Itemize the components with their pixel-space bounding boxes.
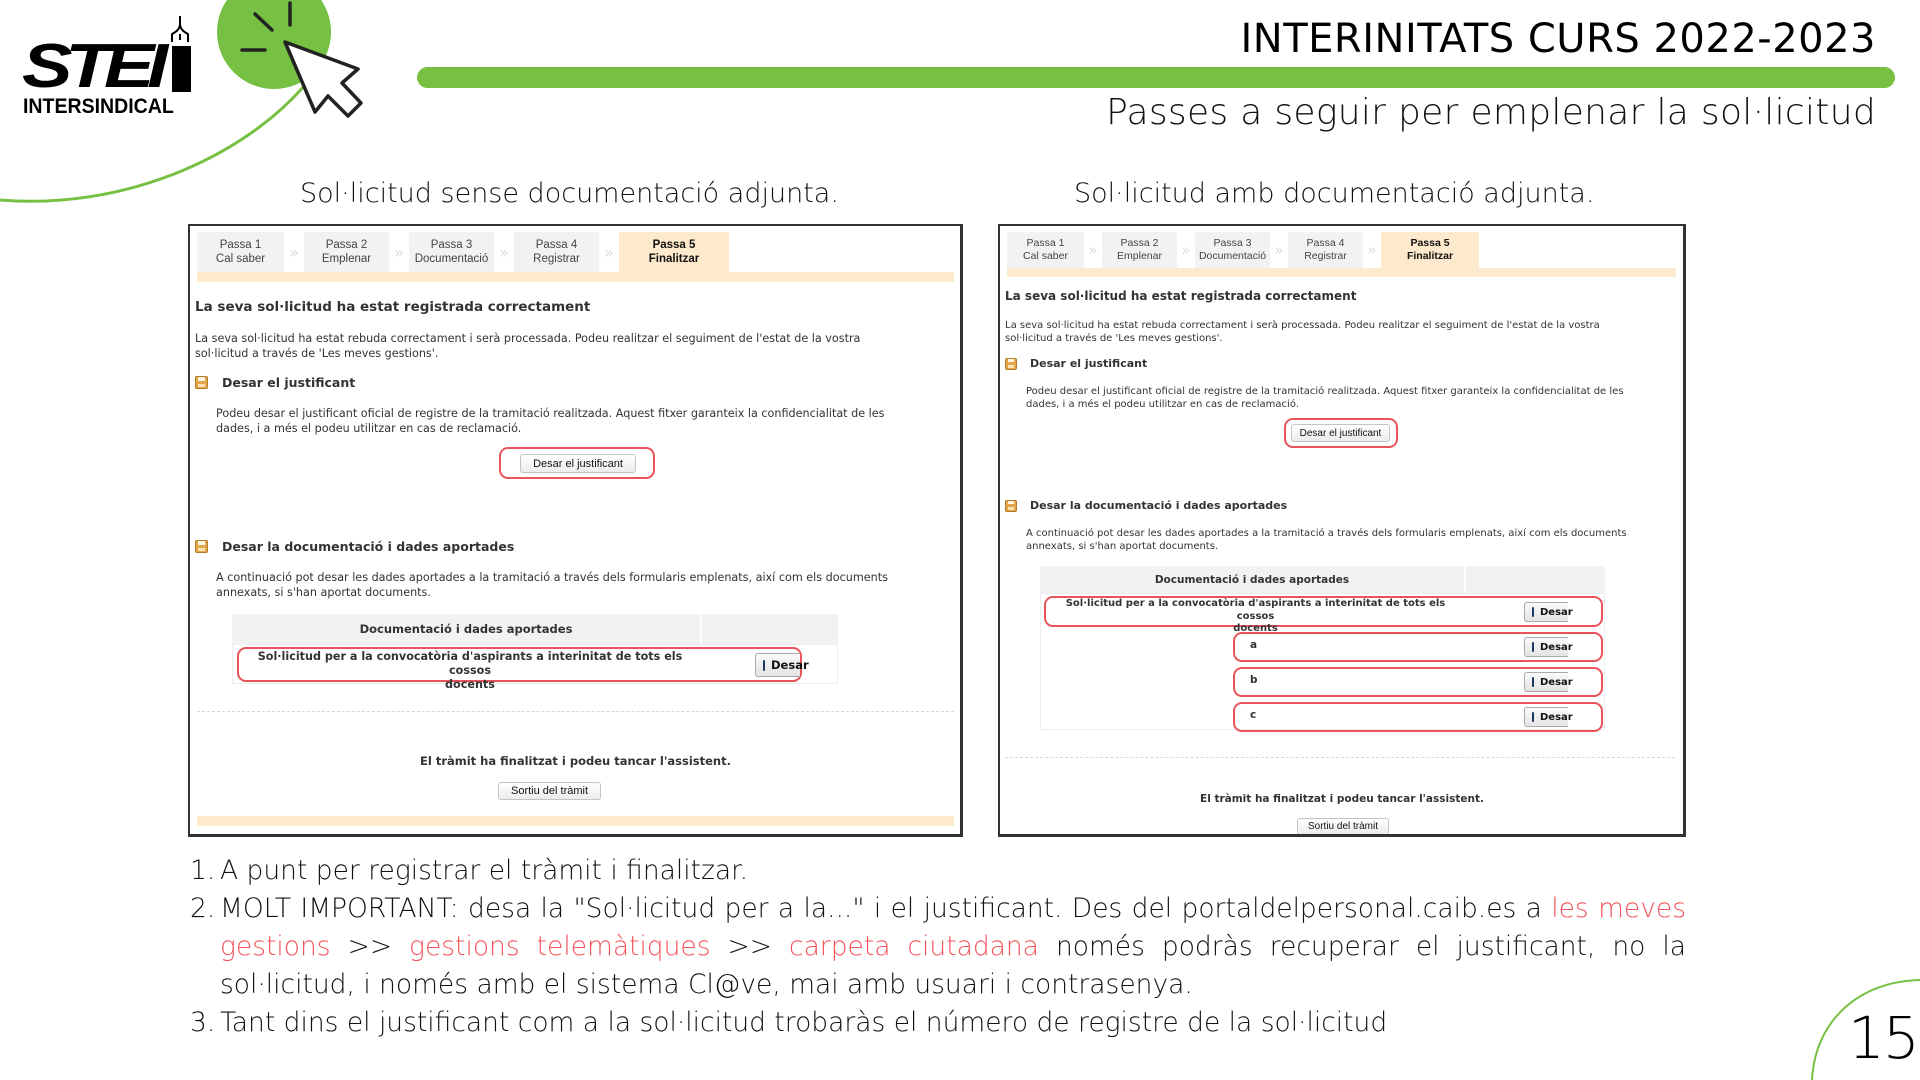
save-disk-icon <box>1532 607 1534 617</box>
tab-label: Cal saber <box>215 253 266 265</box>
note-item-3 <box>190 1004 1686 1042</box>
link-les-meves-gestions[interactable]: les meves gestions <box>220 893 1687 962</box>
tab-step-5[interactable] <box>619 232 729 272</box>
click-rays-icon <box>242 3 290 50</box>
tab-label: Finalitzar <box>1406 250 1454 262</box>
tab-label: Emplenar <box>1117 250 1162 262</box>
tab-step-1[interactable] <box>197 232 284 272</box>
intro-line-1: La seva sol·licitud ha estat rebuda correctament i serà processada. Podeu realitzar el seguiment de l'estat de la vostra <box>195 332 861 345</box>
tab-step-2[interactable] <box>1102 232 1177 268</box>
section-title: Desar el justificant <box>222 375 356 390</box>
save-disk-icon <box>1532 642 1534 652</box>
tab-step: Passa 2 <box>325 238 368 251</box>
save-a-button[interactable] <box>1524 637 1573 657</box>
tab-step-1[interactable] <box>1007 232 1084 268</box>
intro-line-2: sol·licitud a través de 'Les meves gestions'. <box>1005 333 1223 344</box>
tab-label: Finalitzar <box>648 253 700 265</box>
chevron-right-icon: » <box>1181 241 1191 259</box>
tab-label: Documentació <box>1198 250 1267 262</box>
tab-strip <box>1007 268 1676 277</box>
section-title: Desar el justificant <box>1030 357 1148 370</box>
column-title-right: Sol·licitud amb documentació adjunta. <box>1074 178 1595 209</box>
note-number: 2. <box>190 893 216 924</box>
save-disk-icon <box>1532 712 1534 722</box>
step-tabs <box>1007 232 1479 268</box>
section-save-docs <box>195 539 514 554</box>
table-header-empty <box>1466 566 1605 593</box>
logo-subtitle: INTERSINDICAL <box>23 95 174 118</box>
tab-step: Passa 3 <box>1213 236 1252 249</box>
page-title: INTERINITATS CURS 2022-2023 <box>1240 16 1876 62</box>
table-row-application <box>1048 598 1463 636</box>
separator: >> <box>710 931 789 962</box>
note-text: només podràs recuperar el justificant, no la sol·licitud, i només amb el sistema Cl@ve, mai amb usuari i contrasenya. <box>220 931 1687 1000</box>
success-heading: La seva sol·licitud ha estat registrada correctament <box>195 299 591 315</box>
final-message: El tràmit ha finalitzat i podeu tancar l'assistent. <box>1200 793 1484 805</box>
button-label: Desar <box>1540 641 1573 653</box>
note-number: 3. <box>190 1007 216 1038</box>
final-message: El tràmit ha finalitzat i podeu tancar l'assistent. <box>420 754 731 768</box>
floppy-disk-icon <box>1005 500 1017 512</box>
screenshot-with-docs <box>998 224 1686 837</box>
section-save-docs <box>1005 499 1287 512</box>
note-item-1 <box>190 852 1686 890</box>
title-underline-bar <box>417 67 1895 88</box>
tab-step: Passa 5 <box>652 238 696 251</box>
save-application-button[interactable] <box>755 653 809 677</box>
logo-brand: STEI <box>22 32 161 101</box>
section1-line-1: Podeu desar el justificant oficial de registre de la tramitació realitzada. Aquest fitxer garanteix la confidencialitat de les <box>1026 386 1624 397</box>
floppy-disk-icon <box>1005 358 1017 370</box>
exit-button[interactable]: Sortiu del tràmit <box>1297 818 1389 835</box>
table-header-empty <box>702 614 838 644</box>
section-save-receipt <box>1005 357 1147 370</box>
button-label: Desar <box>1540 676 1573 688</box>
tab-step: Passa 4 <box>535 238 578 251</box>
row-text-line1: Sol·licitud per a la convocatòria d'aspirants a interinitat de tots els cossos <box>1065 598 1446 622</box>
section-save-receipt <box>195 375 355 390</box>
floppy-disk-icon <box>195 376 208 389</box>
chevron-right-icon: » <box>394 242 404 262</box>
section2-line-2: annexats, si s'han aportat documents. <box>1026 541 1219 552</box>
note-text: MOLT IMPORTANT: desa la "Sol·licitud per a la..." i el justificant. Des del portaldelpersonal.caib.es a <box>220 893 1552 924</box>
tab-step: Passa 5 <box>1410 236 1450 249</box>
tab-strip <box>197 272 954 282</box>
button-label: Desar <box>1540 711 1573 723</box>
exit-button[interactable]: Sortiu del tràmit <box>498 782 601 800</box>
page-number: 15 <box>1848 1004 1918 1072</box>
table-row-b: b <box>1250 674 1258 686</box>
chevron-right-icon: » <box>1274 241 1284 259</box>
tab-step: Passa 3 <box>430 238 473 251</box>
intro-line-2: sol·licitud a través de 'Les meves gestions'. <box>195 347 439 360</box>
section1-line-2: dades, i a més el podeu utilitzar en cas de reclamació. <box>216 422 522 435</box>
row-text-line2: docents <box>445 678 495 691</box>
table-header: Documentació i dades aportades <box>1040 566 1464 593</box>
tab-step-4[interactable] <box>1288 232 1363 268</box>
table-header: Documentació i dades aportades <box>232 614 700 644</box>
save-application-button[interactable] <box>1524 602 1573 622</box>
table-row-c: c <box>1250 709 1257 721</box>
table-row-a: a <box>1250 639 1258 651</box>
tab-step-3[interactable] <box>1195 232 1270 268</box>
section2-line-1: A continuació pot desar les dades aportades a la tramitació a través dels formularis emplenats, així com els documents <box>216 571 888 584</box>
section1-line-2: dades, i a més el podeu utilitzar en cas de reclamació. <box>1026 399 1299 410</box>
floppy-disk-icon <box>195 540 208 553</box>
notes-list <box>190 852 1686 1042</box>
save-disk-icon <box>763 660 765 671</box>
chevron-right-icon: » <box>604 242 614 262</box>
note-number: 1. <box>190 855 216 886</box>
button-label: Desar <box>771 658 809 672</box>
screenshot-without-docs <box>188 224 963 837</box>
green-circle <box>217 0 331 89</box>
page-subtitle: Passes a seguir per emplenar la sol·licitud <box>1106 92 1876 133</box>
chevron-right-icon: » <box>1088 241 1098 259</box>
chevron-right-icon: » <box>499 242 509 262</box>
tab-step-3[interactable] <box>409 232 494 272</box>
cursor-arrow-icon <box>285 42 361 116</box>
note-item-2 <box>190 890 1686 1004</box>
save-disk-icon <box>1532 677 1534 687</box>
separator: >> <box>330 931 410 962</box>
row-text-line2: docents <box>1233 623 1278 634</box>
intro-line-1: La seva sol·licitud ha estat rebuda correctament i serà processada. Podeu realitzar el seguiment de l'estat de la vostra <box>1005 320 1600 331</box>
logo-tower-base <box>172 46 191 92</box>
column-title-left: Sol·licitud sense documentació adjunta. <box>300 178 839 209</box>
tab-label: Registrar <box>533 253 580 265</box>
note-text: A punt per registrar el tràmit i finalitzar. <box>220 855 749 886</box>
save-receipt-button[interactable]: Desar el justificant <box>520 454 636 473</box>
save-c-button[interactable] <box>1524 707 1573 727</box>
chevron-right-icon: » <box>1367 241 1377 259</box>
link-gestions-telematiques[interactable]: gestions telemàtiques <box>409 931 711 962</box>
tab-step: Passa 2 <box>1120 236 1159 249</box>
tab-step: Passa 4 <box>1306 236 1345 249</box>
tab-label: Registrar <box>1304 250 1347 262</box>
section1-line-1: Podeu desar el justificant oficial de registre de la tramitació realitzada. Aquest fitxer garanteix la confidencialitat de les <box>216 407 885 420</box>
section-title: Desar la documentació i dades aportades <box>222 539 515 554</box>
logo-tower-icon <box>172 16 188 42</box>
tab-step-4[interactable] <box>514 232 599 272</box>
tab-step: Passa 1 <box>219 238 262 251</box>
bottom-strip <box>197 816 954 826</box>
success-heading: La seva sol·licitud ha estat registrada correctament <box>1005 289 1357 303</box>
chevron-right-icon: » <box>289 242 299 262</box>
divider <box>1005 757 1675 758</box>
step-tabs <box>197 232 729 272</box>
tab-label: Emplenar <box>321 253 372 265</box>
save-b-button[interactable] <box>1524 672 1573 692</box>
row-text-line1: Sol·licitud per a la convocatòria d'aspirants a interinitat de tots els cossos <box>257 650 683 677</box>
table-row-application <box>240 650 700 692</box>
section2-line-2: annexats, si s'han aportat documents. <box>216 586 431 599</box>
tab-step-2[interactable] <box>304 232 389 272</box>
divider <box>197 711 954 712</box>
note-text: Tant dins el justificant com a la sol·licitud trobaràs el número de registre de la sol·licitud <box>220 1007 1388 1038</box>
link-carpeta-ciutadana[interactable]: carpeta ciutadana <box>789 931 1039 962</box>
save-receipt-button[interactable]: Desar el justificant <box>1291 424 1390 442</box>
tab-label: Cal saber <box>1023 250 1068 262</box>
tab-step: Passa 1 <box>1026 236 1065 249</box>
tab-label: Documentació <box>414 253 489 265</box>
tab-step-5[interactable] <box>1381 232 1479 268</box>
section2-line-1: A continuació pot desar les dades aportades a la tramitació a través dels formularis emplenats, així com els documents <box>1026 528 1627 539</box>
section-title: Desar la documentació i dades aportades <box>1030 499 1288 512</box>
button-label: Desar <box>1540 606 1573 618</box>
